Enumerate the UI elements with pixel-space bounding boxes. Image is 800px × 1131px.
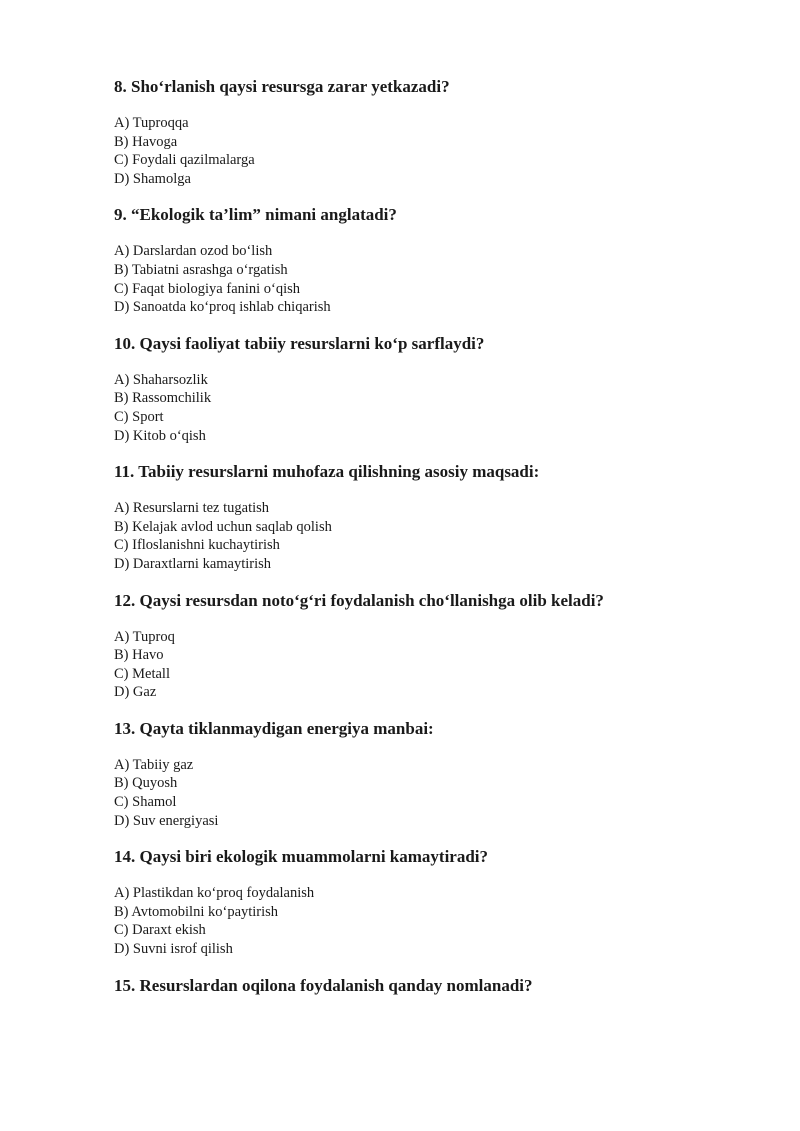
option-c: C) Faqat biologiya fanini o‘qish: [114, 280, 301, 297]
options-list: [114, 371, 714, 445]
options-list: [114, 628, 714, 702]
question-title: 13. Qayta tiklanmaydigan energiya manbai:: [114, 718, 434, 738]
option-a: A) Tuproqqa: [114, 115, 189, 131]
options-list: [114, 114, 714, 188]
question-9: [114, 204, 714, 316]
option-c: C) Daraxt ekish: [114, 922, 206, 939]
options-list: [114, 242, 714, 316]
question-15: [114, 975, 714, 997]
option-a: A) Plastikdan ko‘proq foydalanish: [114, 885, 315, 902]
option-b: B) Tabiatni asrashga o‘rgatish: [114, 261, 288, 278]
option-a: A) Tabiiy gaz: [114, 756, 194, 773]
option-a: A) Resurslarni tez tugatish: [114, 500, 270, 517]
option-c: C) Sport: [114, 408, 164, 425]
option-c: C) Ifloslanishni kuchaytirish: [114, 537, 280, 554]
question-10: [114, 333, 714, 445]
option-b: B) Havoga: [114, 133, 178, 150]
option-b: B) Havo: [114, 647, 164, 664]
question-title: 11. Tabiiy resurslarni muhofaza qilishning asosiy maqsadi:: [114, 462, 540, 482]
document-page: [114, 76, 714, 997]
question-13: [114, 718, 714, 830]
option-a: A) Shaharsozlik: [114, 371, 208, 388]
option-c: C) Foydali qazilmalarga: [114, 152, 255, 169]
option-a: A) Darslardan ozod bo‘lish: [114, 243, 273, 260]
question-8: [114, 76, 714, 188]
options-list: [114, 884, 714, 958]
option-d: D) Suvni isrof qilish: [114, 941, 233, 958]
option-b: B) Quyosh: [114, 775, 178, 792]
options-list: [114, 756, 714, 830]
option-d: D) Kitob o‘qish: [114, 427, 206, 444]
option-b: B) Avtomobilni ko‘paytirish: [114, 903, 279, 920]
question-title: 14. Qaysi biri ekologik muammolarni kamaytiradi?: [114, 847, 489, 867]
question-11: [114, 461, 714, 573]
question-12: [114, 590, 714, 702]
option-d: D) Shamolga: [114, 170, 191, 187]
question-title: 9. “Ekologik ta’lim” nimani anglatadi?: [114, 205, 397, 225]
option-b: B) Rassomchilik: [114, 390, 212, 407]
option-c: C) Shamol: [114, 794, 177, 811]
question-14: [114, 846, 714, 958]
question-title: 12. Qaysi resursdan noto‘g‘ri foydalanish cho‘llanishga olib keladi?: [114, 590, 604, 610]
option-d: D) Sanoatda ko‘proq ishlab chiqarish: [114, 299, 331, 316]
option-a: A) Tuproq: [114, 628, 175, 645]
options-list: [114, 499, 714, 573]
question-title: 8. Sho‘rlanish qaysi resursga zarar yetkazadi?: [114, 77, 450, 96]
option-c: C) Metall: [114, 665, 170, 682]
option-d: D) Gaz: [114, 684, 157, 701]
option-d: D) Daraxtlarni kamaytirish: [114, 555, 272, 572]
question-title: 10. Qaysi faoliyat tabiiy resurslarni ko‘p sarflaydi?: [114, 333, 485, 353]
option-d: D) Suv energiyasi: [114, 812, 219, 829]
question-title: 15. Resurslardan oqilona foydalanish qanday nomlanadi?: [114, 975, 533, 995]
option-b: B) Kelajak avlod uchun saqlab qolish: [114, 518, 332, 535]
